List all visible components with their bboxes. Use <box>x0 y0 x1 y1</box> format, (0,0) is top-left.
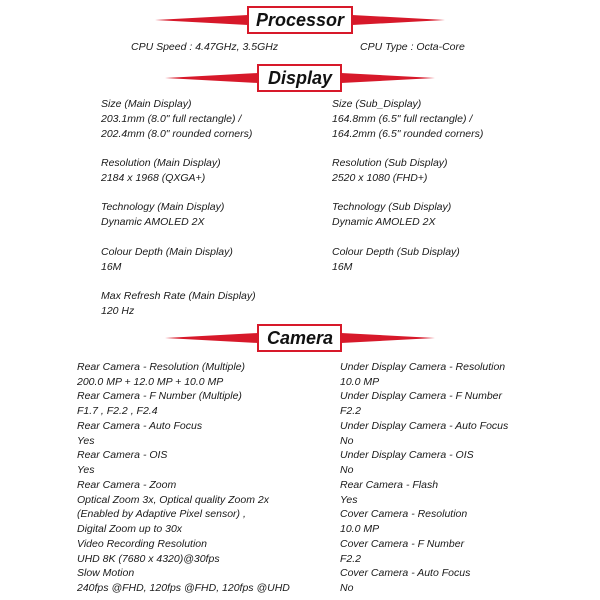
camera-left-line: Yes <box>77 464 95 476</box>
camera-left-line: UHD 8K (7680 x 4320)@30fps <box>77 553 220 565</box>
processor-section-header <box>0 5 600 35</box>
cpu-speed: CPU Speed : 4.47GHz, 3.5GHz <box>131 41 279 53</box>
sub-colour-value: 16M <box>332 261 353 273</box>
main-size-label: Size (Main Display) <box>101 98 192 110</box>
camera-left-line: F1.7 , F2.2 , F2.4 <box>77 405 158 417</box>
sub-size-value-1: 164.8mm (6.5" full rectangle) / <box>332 113 473 125</box>
main-refresh-label: Max Refresh Rate (Main Display) <box>101 290 256 302</box>
camera-right-line: Yes <box>340 494 358 506</box>
camera-left-line: Rear Camera - OIS <box>77 449 168 461</box>
display-section-header <box>0 63 600 93</box>
sub-resolution-value: 2520 x 1080 (FHD+) <box>332 172 428 184</box>
camera-right-line: No <box>340 435 354 447</box>
sub-size-value-2: 164.2mm (6.5" rounded corners) <box>332 128 484 140</box>
sub-technology-value: Dynamic AMOLED 2X <box>332 216 436 228</box>
display-title: Display <box>267 68 333 88</box>
camera-left-line: Video Recording Resolution <box>77 538 207 550</box>
sub-technology-label: Technology (Sub Display) <box>332 201 452 213</box>
camera-title: Camera <box>266 328 334 348</box>
camera-left-line: Rear Camera - F Number (Multiple) <box>77 390 242 402</box>
camera-right-line: 10.0 MP <box>340 376 380 388</box>
camera-left-line: Optical Zoom 3x, Optical quality Zoom 2x <box>77 494 269 506</box>
camera-right-line: Rear Camera - Flash <box>340 479 439 491</box>
main-resolution-value: 2184 x 1968 (QXGA+) <box>101 172 206 184</box>
camera-right-line: Cover Camera - F Number <box>340 538 465 550</box>
main-technology-label: Technology (Main Display) <box>101 201 225 213</box>
camera-right-line: F2.2 <box>340 405 362 417</box>
main-size-value-1: 203.1mm (8.0" full rectangle) / <box>101 113 242 125</box>
processor-title: Processor <box>255 10 345 30</box>
camera-right-line: 10.0 MP <box>340 523 380 535</box>
sub-colour-label: Colour Depth (Sub Display) <box>332 246 460 258</box>
main-colour-label: Colour Depth (Main Display) <box>101 246 233 258</box>
main-technology-value: Dynamic AMOLED 2X <box>101 216 205 228</box>
main-resolution-label: Resolution (Main Display) <box>101 157 221 169</box>
camera-right-line: F2.2 <box>340 553 362 565</box>
camera-left-line: 200.0 MP + 12.0 MP + 10.0 MP <box>77 376 224 388</box>
sub-size-label: Size (Sub_Display) <box>332 98 422 110</box>
camera-left-line: Rear Camera - Auto Focus <box>77 420 203 432</box>
camera-left-line: Rear Camera - Resolution (Multiple) <box>77 361 246 373</box>
camera-right-line: Cover Camera - Auto Focus <box>340 567 471 579</box>
camera-left-line: Yes <box>77 435 95 447</box>
camera-left-line: Digital Zoom up to 30x <box>77 523 183 535</box>
main-colour-value: 16M <box>101 261 122 273</box>
camera-section-header <box>0 323 600 353</box>
cpu-type: CPU Type : Octa-Core <box>360 41 465 53</box>
camera-left-line: 240fps @FHD, 120fps @FHD, 120fps @UHD <box>77 582 290 594</box>
camera-right-line: Under Display Camera - Auto Focus <box>340 420 509 432</box>
camera-right-line: Under Display Camera - OIS <box>340 449 474 461</box>
camera-right-line: No <box>340 582 354 594</box>
camera-right-line: Cover Camera - Resolution <box>340 508 468 520</box>
camera-right-line: Under Display Camera - Resolution <box>340 361 506 373</box>
main-refresh-value: 120 Hz <box>101 305 135 317</box>
main-size-value-2: 202.4mm (8.0" rounded corners) <box>101 128 253 140</box>
camera-left-line: Rear Camera - Zoom <box>77 479 177 491</box>
camera-left-line: (Enabled by Adaptive Pixel sensor) , <box>77 508 246 520</box>
camera-left-line: Slow Motion <box>77 567 135 579</box>
camera-right-line: No <box>340 464 354 476</box>
sub-resolution-label: Resolution (Sub Display) <box>332 157 448 169</box>
camera-right-line: Under Display Camera - F Number <box>340 390 503 402</box>
